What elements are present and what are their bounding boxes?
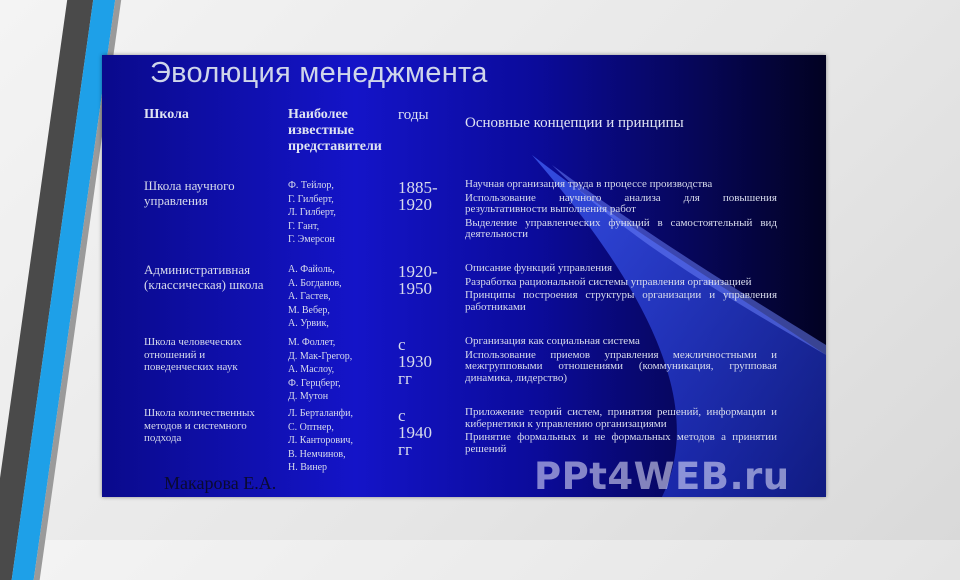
row-school: Школа человеческих отношений и поведенческих наук [144,336,242,374]
concept-item: Организация как социальная система [465,335,640,347]
concept-item: Выделение управленческих функций в самостоятельный вид деятельности [465,216,777,241]
person: А. Файоль, [288,264,335,275]
person: Д. Мутон [288,391,329,402]
person: Д. Мак-Грегор, [288,350,353,362]
concept-item: Принятие формальных и не формальных методов а принятии решений [465,431,777,455]
person: Г. Эмерсон [288,234,335,245]
person: М. Фоллет, [288,337,336,348]
row-years: с 1940 гг [398,406,432,459]
concept-item: Описание функций управления [465,262,613,274]
concept-item: Принципы построения структуры организации и управления работниками [465,289,777,313]
row-concepts [465,263,777,315]
row-school: Административная (классическая) школа [144,262,264,292]
row-people [288,407,388,475]
row-years: 1920-1950 [398,262,438,298]
header-years: годы [398,107,429,123]
concept-item: Использование научного анализа для повышения результативности выполнения работ [465,191,777,216]
row-school: Школа научного управления [144,178,235,208]
concept-item: Использование приемов управления межличностными и межгрупповыми отношениями (коммуникация, групповая динамика, лидерство) [465,348,777,384]
person: Г. Гант, [288,220,320,232]
person: А. Маслоу, [288,364,335,375]
concept-item: Научная организация труда в процессе производства [465,178,713,190]
row-concepts [465,336,777,386]
person: С. Оптнер, [288,421,334,433]
header-people: Наиболее известные представители [288,107,382,155]
person: Л. Канторович, [288,435,353,446]
concept-item: Приложение теорий систем, принятия решений, информации и кибернетики к управлению организациями [465,406,777,430]
person: М. Вебер, [288,304,330,316]
person: Ф. Тейлор, [288,180,334,191]
person: А. Гастев, [288,291,331,302]
row-concepts [465,407,777,457]
person: Л. Гилберт, [288,207,336,218]
row-school: Школа количественных методов и системного подхода [144,407,255,445]
row-people [288,263,388,331]
row-years: с 1930 гг [398,335,432,388]
site-watermark: PPt4WEB.ru [534,455,790,497]
author-name: Макарова Е.А. [164,473,277,493]
slide-title: Эволюция менеджмента [150,57,488,89]
person: Г. Гилберт, [288,193,334,205]
person: Л. Берталанфи, [288,408,353,419]
row-concepts [465,179,777,243]
person: А. Богданов, [288,277,342,289]
person: В. Немчинов, [288,448,346,460]
person: Ф. Герцберг, [288,377,341,389]
header-concepts: Основные концепции и принципы [465,115,684,131]
person: А. Урвик, [288,318,329,329]
header-school: Школа [144,107,189,122]
row-people [288,336,388,404]
concept-item: Разработка рациональной системы управления организацией [465,275,752,288]
person: Н. Винер [288,462,328,473]
row-years: 1885-1920 [398,178,438,214]
slide [102,55,826,497]
row-people [288,179,388,247]
